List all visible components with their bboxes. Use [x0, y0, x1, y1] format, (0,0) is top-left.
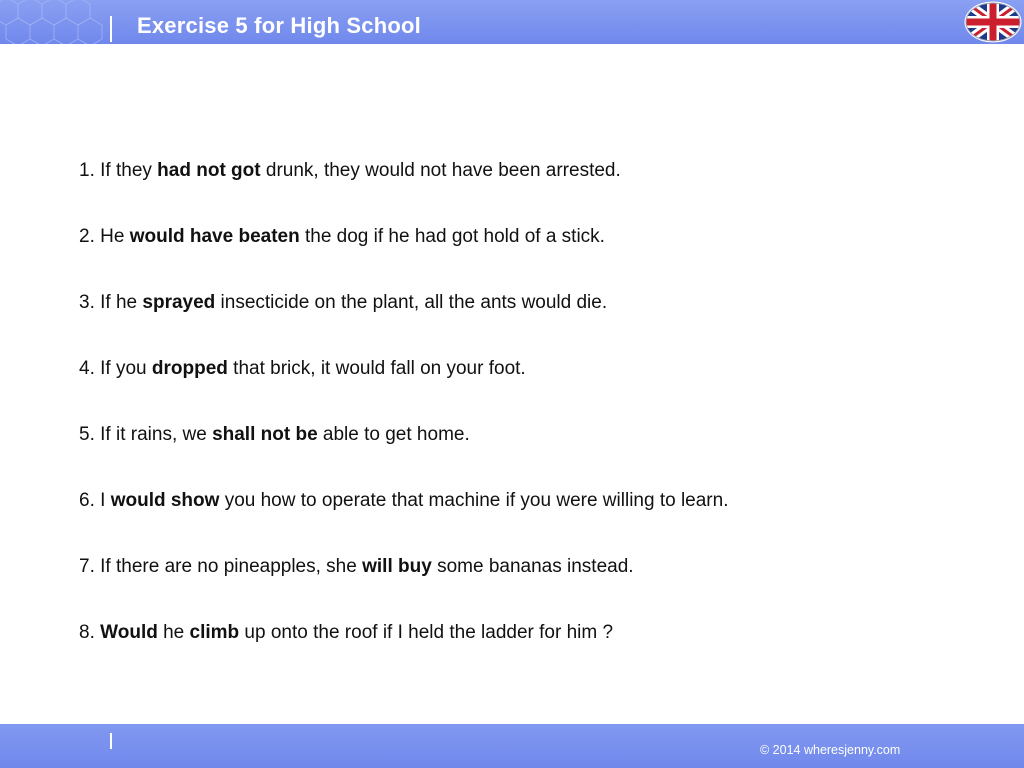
- sentence-number: 3.: [79, 292, 95, 313]
- sentence-text: you how to operate that machine if you were willing to learn.: [219, 490, 729, 511]
- sentence-number: 2.: [79, 226, 95, 247]
- copyright-text: © 2014 wheresjenny.com: [760, 743, 901, 757]
- sentence-text: If he: [100, 292, 143, 313]
- sentence-text: some bananas instead.: [431, 556, 634, 577]
- sentence-text: He: [100, 226, 130, 247]
- sentence-text: If they: [100, 160, 158, 181]
- exercise-sentence: [79, 418, 979, 452]
- sentence-text: If it rains, we: [100, 424, 213, 445]
- sentence-number: 1.: [79, 160, 95, 181]
- uk-flag-icon: [964, 1, 1022, 43]
- exercise-sentence: [79, 220, 979, 254]
- exercise-sentence: [79, 484, 979, 518]
- sentence-text: able to get home.: [317, 424, 470, 445]
- sentence-text: If there are no pineapples, she: [100, 556, 363, 577]
- sentence-text: insecticide on the plant, all the ants would die.: [215, 292, 608, 313]
- answer-verb-phrase: shall not be: [212, 424, 318, 445]
- sentence-text: he: [157, 622, 190, 643]
- exercise-sentence: [79, 550, 979, 584]
- answer-verb-phrase: would show: [110, 490, 220, 511]
- answer-verb-phrase: dropped: [151, 358, 228, 379]
- exercise-sentence: [79, 616, 979, 650]
- sentence-number: 8.: [79, 622, 95, 643]
- footer-divider-tick: [110, 733, 112, 749]
- answer-verb-phrase: would have beaten: [129, 226, 300, 247]
- page-title: Exercise 5 for High School: [137, 13, 421, 38]
- answer-verb-phrase: will buy: [362, 556, 432, 577]
- answer-verb-phrase: Would: [100, 622, 158, 643]
- exercise-sentence: [79, 154, 979, 188]
- sentence-number: 4.: [79, 358, 95, 379]
- footer-band: [0, 724, 1024, 768]
- answer-verb-phrase: sprayed: [142, 292, 216, 313]
- sentence-text: that brick, it would fall on your foot.: [227, 358, 526, 379]
- sentence-text: drunk, they would not have been arrested.: [260, 160, 621, 181]
- sentence-text: up onto the roof if I held the ladder for him ?: [239, 622, 614, 643]
- sentence-text: I: [100, 490, 111, 511]
- exercise-sentence: [79, 352, 979, 386]
- answer-verb-phrase: had not got: [157, 160, 261, 181]
- sentence-number: 7.: [79, 556, 95, 577]
- sentence-text: the dog if he had got hold of a stick.: [299, 226, 605, 247]
- sentence-number: 5.: [79, 424, 95, 445]
- exercise-sentence-list: [79, 154, 979, 682]
- header-band: [0, 0, 1024, 44]
- header-divider-tick: [110, 16, 112, 42]
- sentence-text: If you: [100, 358, 152, 379]
- sentence-number: 6.: [79, 490, 95, 511]
- answer-verb-phrase: climb: [189, 622, 240, 643]
- exercise-sentence: [79, 286, 979, 320]
